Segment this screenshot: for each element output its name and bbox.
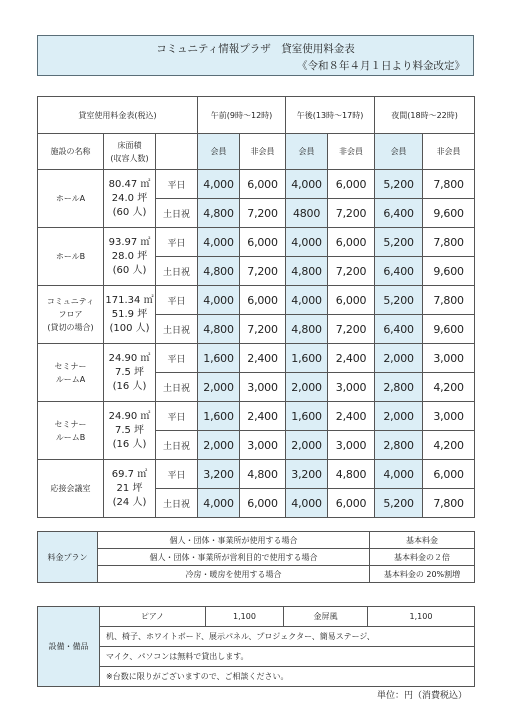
nonmember-price: 9,600 [423, 257, 475, 286]
facility-name-line: セミナー [54, 419, 87, 429]
member-price: 4,000 [198, 286, 240, 315]
nonmember-price: 6,000 [328, 170, 375, 199]
member-price: 4800 [286, 199, 328, 228]
facility-name-line: ホールA [55, 194, 86, 203]
nonmember-price: 4,200 [423, 431, 475, 460]
member-price: 3,200 [286, 460, 328, 489]
rate-row [38, 170, 475, 199]
nonmember-price: 2,400 [328, 344, 375, 373]
member-price: 4,000 [286, 286, 328, 315]
nonmember-price: 6,000 [328, 228, 375, 257]
nonmember-price: 3,000 [328, 431, 375, 460]
equipment-label: 設備・備品 [38, 607, 100, 687]
col-area-label: 床面積 [117, 140, 142, 150]
member-price: 3,200 [198, 460, 240, 489]
member-price: 1,600 [198, 402, 240, 431]
equipment-note: 机、椅子、ホワイトボード、展示パネル、プロジェクター、簡易ステージ、 [100, 627, 475, 647]
nonmember-price: 7,200 [328, 257, 375, 286]
facility-area-line: 7.5 坪 [114, 366, 145, 378]
equipment-table [37, 606, 475, 687]
nonmember-price: 6,000 [240, 286, 286, 315]
facility-name-line: ルームB [55, 432, 86, 442]
facility-area-line: (60 人) [112, 264, 147, 276]
facility-area [104, 402, 156, 460]
nonmember-price: 7,200 [240, 199, 286, 228]
unit-note: 単位：円（消費税込） [376, 691, 467, 701]
member-price: 6,400 [375, 199, 423, 228]
equipment-item-name: 金屏風 [284, 607, 368, 627]
member-price: 4,000 [198, 228, 240, 257]
period-morning: 午前(9時～12時) [198, 97, 286, 134]
nonmember-price: 7,800 [423, 489, 475, 518]
page-title: コミュニティ情報プラザ 貸室使用料金表 [156, 43, 355, 55]
nonmember-price: 9,600 [423, 199, 475, 228]
nonmember-price: 2,400 [328, 402, 375, 431]
weekday-label: 平日 [156, 402, 198, 431]
rate-row [38, 228, 475, 257]
weekend-label: 土日祝 [156, 489, 198, 518]
col-member-afternoon: 会員 [286, 134, 328, 170]
member-price: 4,800 [198, 315, 240, 344]
nonmember-price: 7,200 [328, 199, 375, 228]
equipment-item-price: 1,100 [368, 607, 475, 627]
equipment-note: マイク、パソコンは無料で貸出します。 [100, 647, 475, 667]
facility-area-line: 24.90 ㎡ [108, 352, 151, 364]
nonmember-price: 6,000 [240, 228, 286, 257]
nonmember-price: 7,800 [423, 286, 475, 315]
member-price: 2,000 [198, 431, 240, 460]
plan-fee: 基本料金 [370, 532, 475, 549]
member-price: 4,000 [375, 460, 423, 489]
facility-area-line: 24.90 ㎡ [108, 410, 151, 422]
nonmember-price: 9,600 [423, 315, 475, 344]
facility-area-line: (16 人) [112, 438, 147, 450]
facility-area-line: 28.0 坪 [111, 250, 148, 262]
weekday-label: 平日 [156, 344, 198, 373]
weekday-label: 平日 [156, 460, 198, 489]
plan-fee: 基本料金の２倍 [370, 549, 475, 566]
facility-name [38, 170, 104, 228]
nonmember-price: 4,800 [328, 460, 375, 489]
col-nonmember-afternoon: 非会員 [328, 134, 375, 170]
member-price: 4,800 [198, 257, 240, 286]
col-facility-header: 施設の名称 [38, 134, 104, 170]
facility-area-line: 51.9 坪 [111, 308, 148, 320]
facility-name [38, 402, 104, 460]
nonmember-price: 6,000 [328, 489, 375, 518]
col-nonmember-morning: 非会員 [240, 134, 286, 170]
nonmember-price: 6,000 [328, 286, 375, 315]
plan-condition: 個人・団体・事業所が営利目的で使用する場合 [98, 549, 370, 566]
facility-name-line: 応接会議室 [50, 484, 91, 493]
equipment-item-price: 1,100 [206, 607, 284, 627]
member-price: 4,800 [286, 257, 328, 286]
nonmember-price: 6,000 [423, 460, 475, 489]
rate-row [38, 460, 475, 489]
col-member-morning: 会員 [198, 134, 240, 170]
title-box [37, 35, 474, 76]
member-price: 4,000 [198, 489, 240, 518]
member-price: 6,400 [375, 257, 423, 286]
facility-name-line: コミュニティ [46, 297, 95, 306]
facility-area-line: 93.97 ㎡ [108, 236, 151, 248]
member-price: 5,200 [375, 286, 423, 315]
member-price: 4,000 [198, 170, 240, 199]
nonmember-price: 3,000 [240, 373, 286, 402]
facility-name-line: ルームA [55, 374, 86, 384]
weekend-label: 土日祝 [156, 431, 198, 460]
member-price: 2,000 [375, 402, 423, 431]
member-price: 1,600 [286, 344, 328, 373]
nonmember-price: 2,400 [240, 344, 286, 373]
facility-area-line: 171.34 ㎡ [105, 294, 154, 306]
col-area-header [104, 134, 156, 170]
facility-name-line: ホールB [55, 252, 86, 261]
col-nonmember-evening: 非会員 [423, 134, 475, 170]
member-price: 5,200 [375, 228, 423, 257]
member-price: 4,000 [286, 170, 328, 199]
facility-area-line: 24.0 坪 [111, 192, 148, 204]
nonmember-price: 3,000 [423, 402, 475, 431]
member-price: 2,000 [286, 431, 328, 460]
facility-name [38, 286, 104, 344]
facility-area-line: (16 人) [112, 380, 147, 392]
member-price: 5,200 [375, 170, 423, 199]
facility-area [104, 170, 156, 228]
facility-area-line: (100 人) [109, 322, 150, 334]
weekday-label: 平日 [156, 286, 198, 315]
facility-name [38, 460, 104, 518]
facility-area-line: (24 人) [112, 496, 147, 508]
facility-area-line: 69.7 ㎡ [111, 468, 148, 480]
member-price: 1,600 [286, 402, 328, 431]
facility-area-line: 21 坪 [116, 482, 143, 494]
facility-name-line: セミナー [54, 361, 87, 371]
member-price: 2,800 [375, 431, 423, 460]
facility-name [38, 344, 104, 402]
plan-table [37, 531, 475, 583]
col-member-evening: 会員 [375, 134, 423, 170]
plan-label: 料金プラン [38, 532, 98, 583]
nonmember-price: 3,000 [328, 373, 375, 402]
plan-fee: 基本料金の 20%割増 [370, 566, 475, 583]
nonmember-price: 7,200 [328, 315, 375, 344]
rate-table-title: 貸室使用料金表(税込) [38, 97, 198, 134]
member-price: 4,800 [198, 199, 240, 228]
member-price: 1,600 [198, 344, 240, 373]
member-price: 4,800 [286, 315, 328, 344]
member-price: 2,000 [198, 373, 240, 402]
nonmember-price: 7,800 [423, 228, 475, 257]
nonmember-price: 7,200 [240, 315, 286, 344]
plan-condition: 冷房・暖房を使用する場合 [98, 566, 370, 583]
revision-note: 《令和８年４月１日より料金改定》 [297, 60, 465, 72]
rate-table [37, 96, 475, 518]
facility-area [104, 228, 156, 286]
member-price: 4,000 [286, 228, 328, 257]
weekend-label: 土日祝 [156, 373, 198, 402]
facility-area [104, 286, 156, 344]
nonmember-price: 6,000 [240, 170, 286, 199]
nonmember-price: 2,400 [240, 402, 286, 431]
equipment-item-name: ピアノ [100, 607, 206, 627]
facility-area-line: (60 人) [112, 206, 147, 218]
nonmember-price: 7,200 [240, 257, 286, 286]
member-price: 4,000 [286, 489, 328, 518]
col-daytype-header [156, 134, 198, 170]
member-price: 2,000 [375, 344, 423, 373]
nonmember-price: 3,000 [240, 431, 286, 460]
facility-area-line: 7.5 坪 [114, 424, 145, 436]
member-price: 5,200 [375, 489, 423, 518]
nonmember-price: 7,800 [423, 170, 475, 199]
nonmember-price: 4,200 [423, 373, 475, 402]
weekend-label: 土日祝 [156, 257, 198, 286]
facility-name [38, 228, 104, 286]
rate-row [38, 402, 475, 431]
member-price: 2,800 [375, 373, 423, 402]
weekend-label: 土日祝 [156, 199, 198, 228]
col-capacity-label: (収容人数) [110, 153, 149, 163]
rate-row [38, 344, 475, 373]
member-price: 6,400 [375, 315, 423, 344]
nonmember-price: 3,000 [423, 344, 475, 373]
facility-name-line: フロア [58, 310, 83, 319]
rate-row [38, 286, 475, 315]
nonmember-price: 4,800 [240, 460, 286, 489]
nonmember-price: 6,000 [240, 489, 286, 518]
equipment-note: ※台数に限りがございますので、ご相談ください。 [100, 667, 475, 687]
facility-area [104, 460, 156, 518]
facility-area [104, 344, 156, 402]
weekday-label: 平日 [156, 170, 198, 199]
weekday-label: 平日 [156, 228, 198, 257]
period-afternoon: 午後(13時～17時) [286, 97, 375, 134]
weekend-label: 土日祝 [156, 315, 198, 344]
plan-condition: 個人・団体・事業所が使用する場合 [98, 532, 370, 549]
member-price: 2,000 [286, 373, 328, 402]
period-evening: 夜間(18時～22時) [375, 97, 475, 134]
facility-name-line: (貸切の場合) [47, 323, 94, 332]
facility-area-line: 80.47 ㎡ [108, 178, 151, 190]
